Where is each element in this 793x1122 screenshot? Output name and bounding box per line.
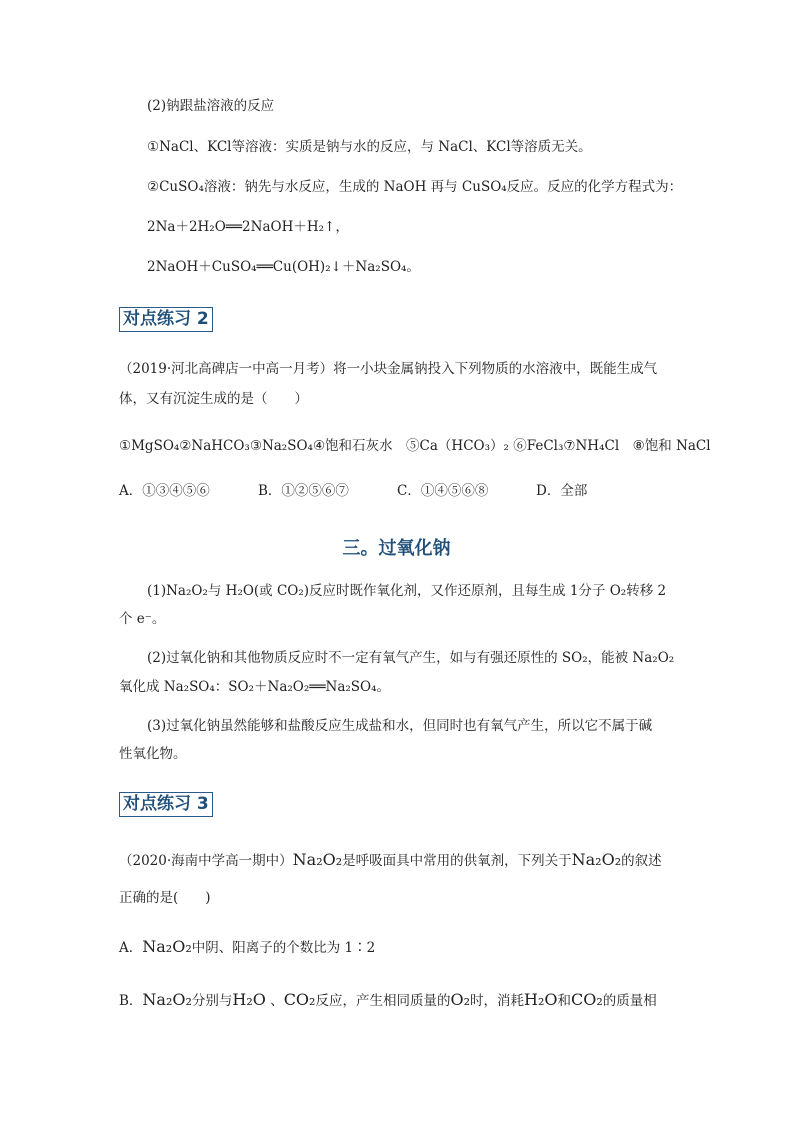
- option-b-prefix: B．: [119, 993, 143, 1009]
- option-a-text: 中阴、阳离子的个数比为 1∶2: [191, 940, 376, 956]
- formula-o2: O₂: [450, 990, 470, 1009]
- option-b-text-4: 的质量相: [602, 993, 657, 1009]
- practice-3-option-b: [119, 990, 657, 1011]
- formula-co2: CO₂: [283, 990, 316, 1009]
- option-b-and: 和: [557, 993, 571, 1009]
- practice-2-option-d: D．全部: [536, 483, 588, 499]
- formula-h2o: H₂O: [524, 990, 558, 1009]
- equation-1: 2Na＋2H₂O══2NaOH＋H₂↑，: [147, 219, 349, 235]
- formula-na2o2: Na₂O₂: [142, 990, 192, 1009]
- practice-2-substances: ①MgSO₄②NaHCO₃③Na₂SO₄④饱和石灰水 ⑤Ca（HCO₃）₂ ⑥FeCl₃⑦NH₄Cl ⑧饱和 NaCl: [119, 438, 711, 454]
- formula-na2o2: Na₂O₂: [292, 850, 343, 869]
- practice-3-question-line-2: 正确的是( ): [119, 890, 211, 906]
- option-b-text-3: 时，消耗: [470, 993, 524, 1009]
- section3-paragraph-3-line-2: 性氧化物。: [119, 746, 187, 762]
- section3-paragraph-1-line-2: 个 e⁻。: [119, 611, 166, 627]
- section3-paragraph-2-line-2: 氧化成 Na₂SO₄：SO₂＋Na₂O₂══Na₂SO₄。: [119, 679, 391, 695]
- practice-2-question-line-2: 体，又有沉淀生成的是（ ）: [119, 391, 308, 407]
- section2-item-1: ①NaCl、KCl等溶液：实质是钠与水的反应，与 NaCl、KCl等溶质无关。: [147, 139, 592, 155]
- formula-na2o2: Na₂O₂: [571, 850, 622, 869]
- section3-paragraph-2-line-1: (2)过氧化钠和其他物质反应时不一定有氧气产生，如与有强还原性的 SO₂，能被 Na₂O₂: [147, 650, 675, 666]
- practice-2-question-line-1: （2019·河北高碑店一中高一月考）将一小块金属钠投入下列物质的水溶液中，既能生成气: [119, 361, 658, 377]
- section-3-title: 三。过氧化钠: [342, 538, 451, 559]
- practice-3-question-line-1: [119, 850, 662, 871]
- practice-2-option-a: A．①③④⑤⑥: [119, 483, 210, 499]
- option-b-separator: 、: [265, 993, 284, 1009]
- section3-paragraph-3-line-1: (3)过氧化钠虽然能够和盐酸反应生成盐和水，但同时也有氧气产生，所以它不属于碱: [147, 718, 653, 734]
- practice-3-question-end: 的叙述: [621, 853, 662, 869]
- practice-2-option-b: B．①②⑤⑥⑦: [258, 483, 349, 499]
- option-a-prefix: A．: [119, 940, 143, 956]
- option-b-text-1: 分别与: [191, 993, 233, 1009]
- section2-item-2: ②CuSO₄溶液：钠先与水反应，生成的 NaOH 再与 CuSO₄反应。反应的化学方程式为：: [147, 179, 683, 195]
- practice-3-option-a: [119, 937, 375, 958]
- equation-2: 2NaOH＋CuSO₄══Cu(OH)₂↓＋Na₂SO₄。: [147, 259, 420, 275]
- practice-3-question-mid: 是呼吸面具中常用的供氧剂，下列关于: [342, 853, 572, 869]
- option-b-text-2: 反应，产生相同质量的: [315, 993, 451, 1009]
- formula-h2o: H₂O: [232, 990, 266, 1009]
- section2-heading: (2)钠跟盐溶液的反应: [147, 98, 275, 114]
- practice-2-label: 对点练习 2: [119, 307, 213, 332]
- practice-3-label: 对点练习 3: [119, 792, 213, 817]
- formula-co2: CO₂: [570, 990, 603, 1009]
- section3-paragraph-1-line-1: (1)Na₂O₂与 H₂O(或 CO₂)反应时既作氧化剂，又作还原剂，且每生成 1分子 O₂转移 2: [147, 583, 667, 599]
- practice-3-source: （2020·海南中学高一期中）: [119, 853, 293, 869]
- formula-na2o2: Na₂O₂: [142, 937, 192, 956]
- practice-2-option-c: C．①④⑤⑥⑧: [397, 483, 489, 499]
